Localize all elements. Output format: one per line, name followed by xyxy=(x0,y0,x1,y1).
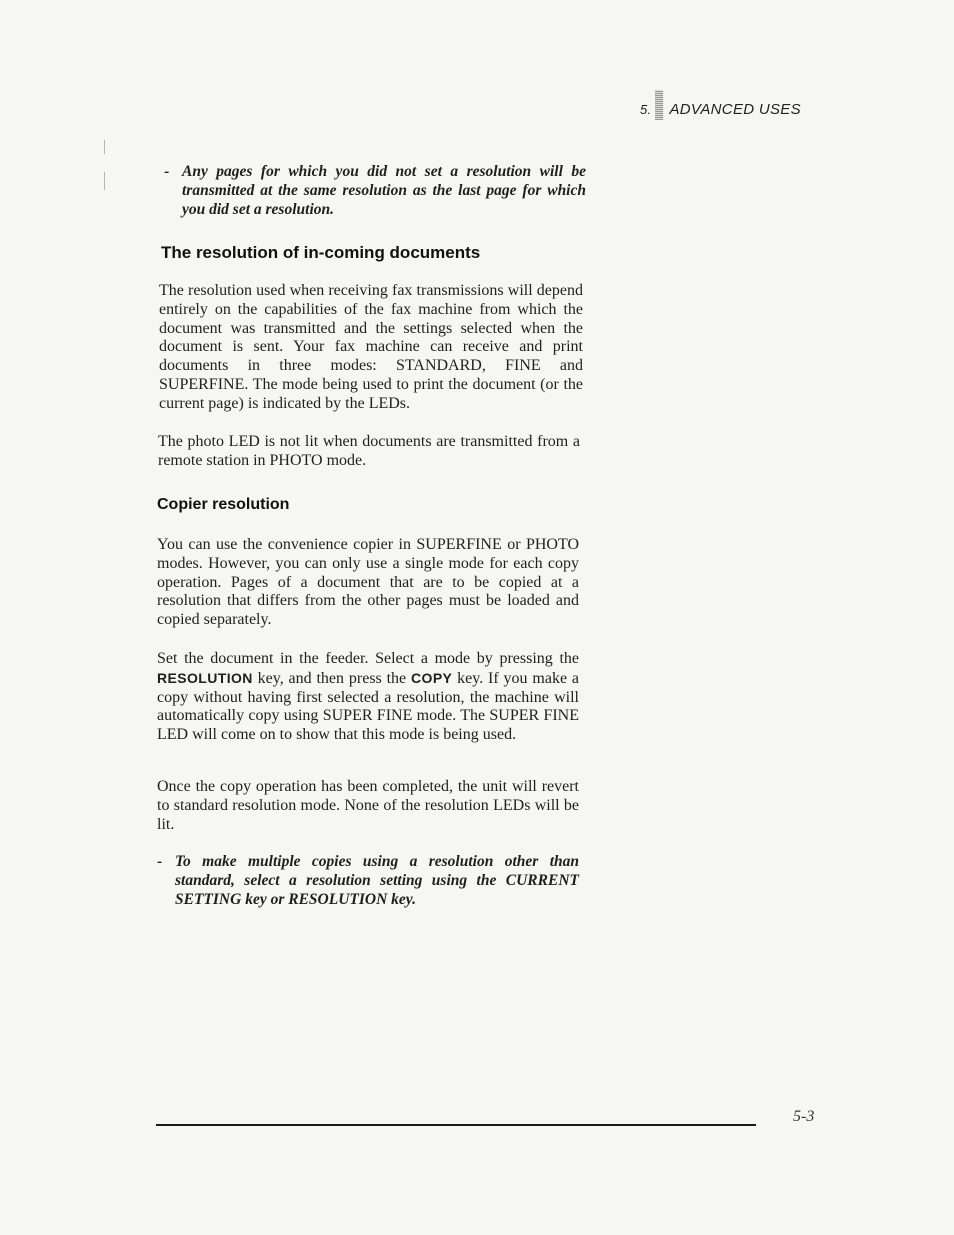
procedure-text-2: key, and then press the xyxy=(252,669,412,687)
heading-incoming-resolution: The resolution of in-coming documents xyxy=(161,243,481,262)
paragraph-revert-standard: Once the copy operation has been completed, the unit will revert to standard resolution mode. None of the resolution LEDs will be lit. xyxy=(157,778,579,833)
footer-rule xyxy=(156,1124,756,1126)
paragraph-copier-modes: You can use the convenience copier in SUPERFINE or PHOTO modes. However, you can only use a single mode for each copy operation. Pages of a document that are to be copied at a resolution that differs from the other pages must be loaded and copied separately. xyxy=(157,536,579,629)
paragraph-photo-led: The photo LED is not lit when documents are transmitted from a remote station in PHOTO mode. xyxy=(158,433,580,469)
margin-mark xyxy=(104,140,105,154)
copy-key-label: COPY xyxy=(411,669,453,686)
note-dash: - xyxy=(157,853,163,870)
margin-mark xyxy=(104,172,105,190)
note-untagged-pages xyxy=(164,162,586,219)
page-number: 5-3 xyxy=(793,1108,815,1125)
heading-copier-resolution: Copier resolution xyxy=(157,496,290,513)
paragraph-copier-procedure xyxy=(157,650,579,745)
procedure-text-3: key. If you make a copy without having first selected a resolution, the machine will automatically copy using SUPER FINE mode. The SUPER FINE LED will come on to show that this mode is being used. xyxy=(157,669,580,744)
note-text: To make multiple copies using a resolution other than standard, select a resolution setting using the CURRENT SETTING key or RESOLUTION key. xyxy=(175,853,579,908)
chapter-number: 5. xyxy=(640,101,652,117)
resolution-key-label: RESOLUTION xyxy=(157,669,253,686)
note-text: Any pages for which you did not set a resolution will be transmitted at the same resolution as the last page for which you did set a resolution. xyxy=(182,163,586,218)
chapter-tab-marker xyxy=(655,90,663,120)
note-dash: - xyxy=(164,163,170,180)
note-multiple-copies xyxy=(157,852,579,909)
section-title: ADVANCED USES xyxy=(669,100,801,118)
running-header xyxy=(640,94,801,124)
procedure-text-1: Set the document in the feeder. Select a mode by pressing the xyxy=(157,650,579,667)
paragraph-incoming-resolution: The resolution used when receiving fax transmissions will depend entirely on the capabilities of the fax machine from which the document was transmitted and the settings selected when the document is sent. Your fax machine can receive and print documents in three modes: STANDARD, FINE and SUPERFINE. The mode being used to print the document (or the current page) is indicated by the LEDs. xyxy=(159,282,583,412)
